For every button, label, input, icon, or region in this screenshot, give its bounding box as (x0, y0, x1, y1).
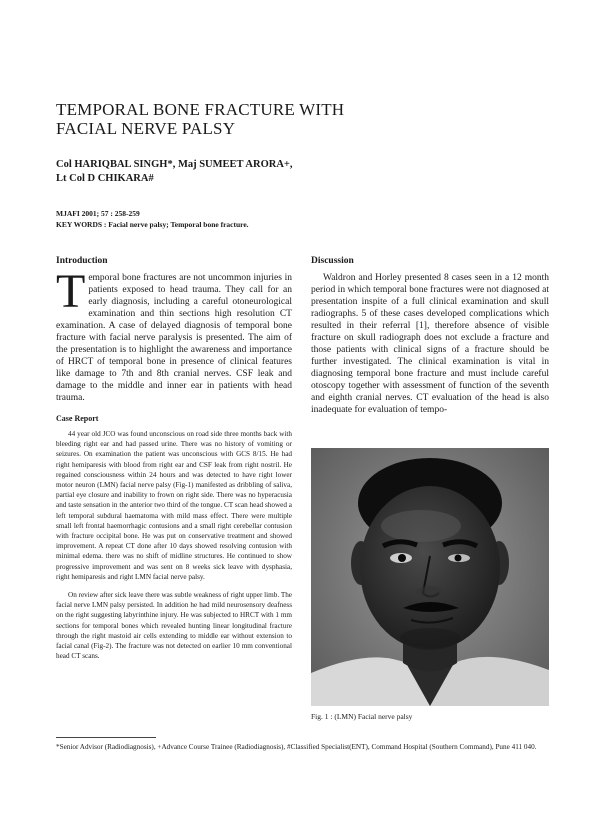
citation: MJAFI 2001; 57 : 258-259 (56, 209, 140, 218)
patient-face-illustration (311, 448, 549, 706)
case-report-paragraph-2: On review after sick leave there was subtle weakness of right upper limb. The facial nerve LMN palsy persisted. In addition he had mild neurosensory deafness on the right suggesting labyrinthine injury. He was subjected to HRCT with 1 mm sections for temporal bones which revealed hunting linear longitudinal fracture through the right mastoid air cells extending to middle ear without extension to facial canal (Fig-2). The fracture was not detected on earlier 10 mm conventional head CT scans. (56, 591, 292, 661)
left-column (56, 256, 292, 661)
introduction-text (56, 265, 292, 404)
article-meta (56, 208, 536, 230)
authors-line-1: Col HARIQBAL SINGH*, Maj SUMEET ARORA+, (56, 159, 293, 170)
right-column (311, 256, 549, 416)
affiliation-footnote: *Senior Advisor (Radiodiagnosis), +Advance Course Trainee (Radiodiagnosis), #Classified Specialist(ENT), Command Hospital (Southern Command), Pune 411 040. (56, 743, 537, 751)
title-line-1: TEMPORAL BONE FRACTURE WITH (56, 100, 345, 119)
drop-cap: T (56, 265, 86, 318)
author-list (56, 158, 536, 186)
discussion-text: Waldron and Horley presented 8 cases seen in a 12 month period in which temporal bone fractures were not diagnosed at presentation inspite of a full clinical examination and skull radiographs. 5 of these cases developed complications which resulted in their referral [1], therefore absence of visible fracture on skull radiograph does not exclude a fracture and those patients with clinical signs of a fracture should be further investigated. The clinical examination is vital in diagnosing temporal bone fracture and must include careful otoscopy together with assessment of function of the seventh and eighth cranial nerves. CT evaluation of the head is also inadequate for evaluation of tempo- (311, 273, 549, 415)
article-title (56, 100, 476, 138)
title-line-2: FACIAL NERVE PALSY (56, 119, 236, 138)
discussion-heading: Discussion (311, 256, 354, 266)
introduction-heading: Introduction (56, 256, 108, 266)
authors-line-2: Lt Col D CHIKARA# (56, 173, 154, 184)
keywords: KEY WORDS : Facial nerve palsy; Temporal bone fracture. (56, 220, 249, 229)
case-report-heading: Case Report (56, 414, 99, 423)
figure-1-caption: Fig. 1 : (LMN) Facial nerve palsy (311, 712, 413, 721)
introduction-body: emporal bone fractures are not uncommon injuries in patients exposed to head trauma. They call for an early diagnosis, including a careful otoneurological examination and thin sections high resolution CT examination. A case of delayed diagnosis of temporal bone fracture with facial nerve paralysis is presented. The aim of the presentation is to highlight the awareness and importance of HRCT of temporal bone in presence of clinical features like damage to 7th and 8th cranial nerves. CSF leak and damage to the middle and inner ear in patients with head trauma. (56, 273, 292, 403)
figure-1-patient-photo (311, 448, 549, 706)
case-report-paragraph-1: 44 year old JCO was found unconscious on road side three months back with bleeding right ear and had passed urine. There was no history of vomiting or seizures. On examination the patient was unconscious with GCS 8/15. He had right hemiparesis with blood from right ear and CSF leak from right nostril. He regained consciousness within 24 hours and was detected to have right lower motor neuron (LMN) facial nerve palsy (Fig-1) manifested as dribbling of saliva, partial eye closure and inability to frown on right side. There was no hyperacusia and taste sensation in the anterior two third of the tongue. CT scan head showed a left temporal subdural haematoma with mild mass effect. There were multiple small left frontal haemorrhagic contusions and a small right cerebellar contusion with fracture occipital bone. He was put on conservative treatment and showed improvement. A repeat CT done after 10 days showed resolving contusion with minimal edema. there was no shift of midline structures. He continued to show progressive improvement and was sent on 8 weeks sick leave with dysphasia, right hemiparesis and right LMN facial nerve palsy. (56, 430, 292, 581)
footnote-divider (56, 737, 156, 738)
